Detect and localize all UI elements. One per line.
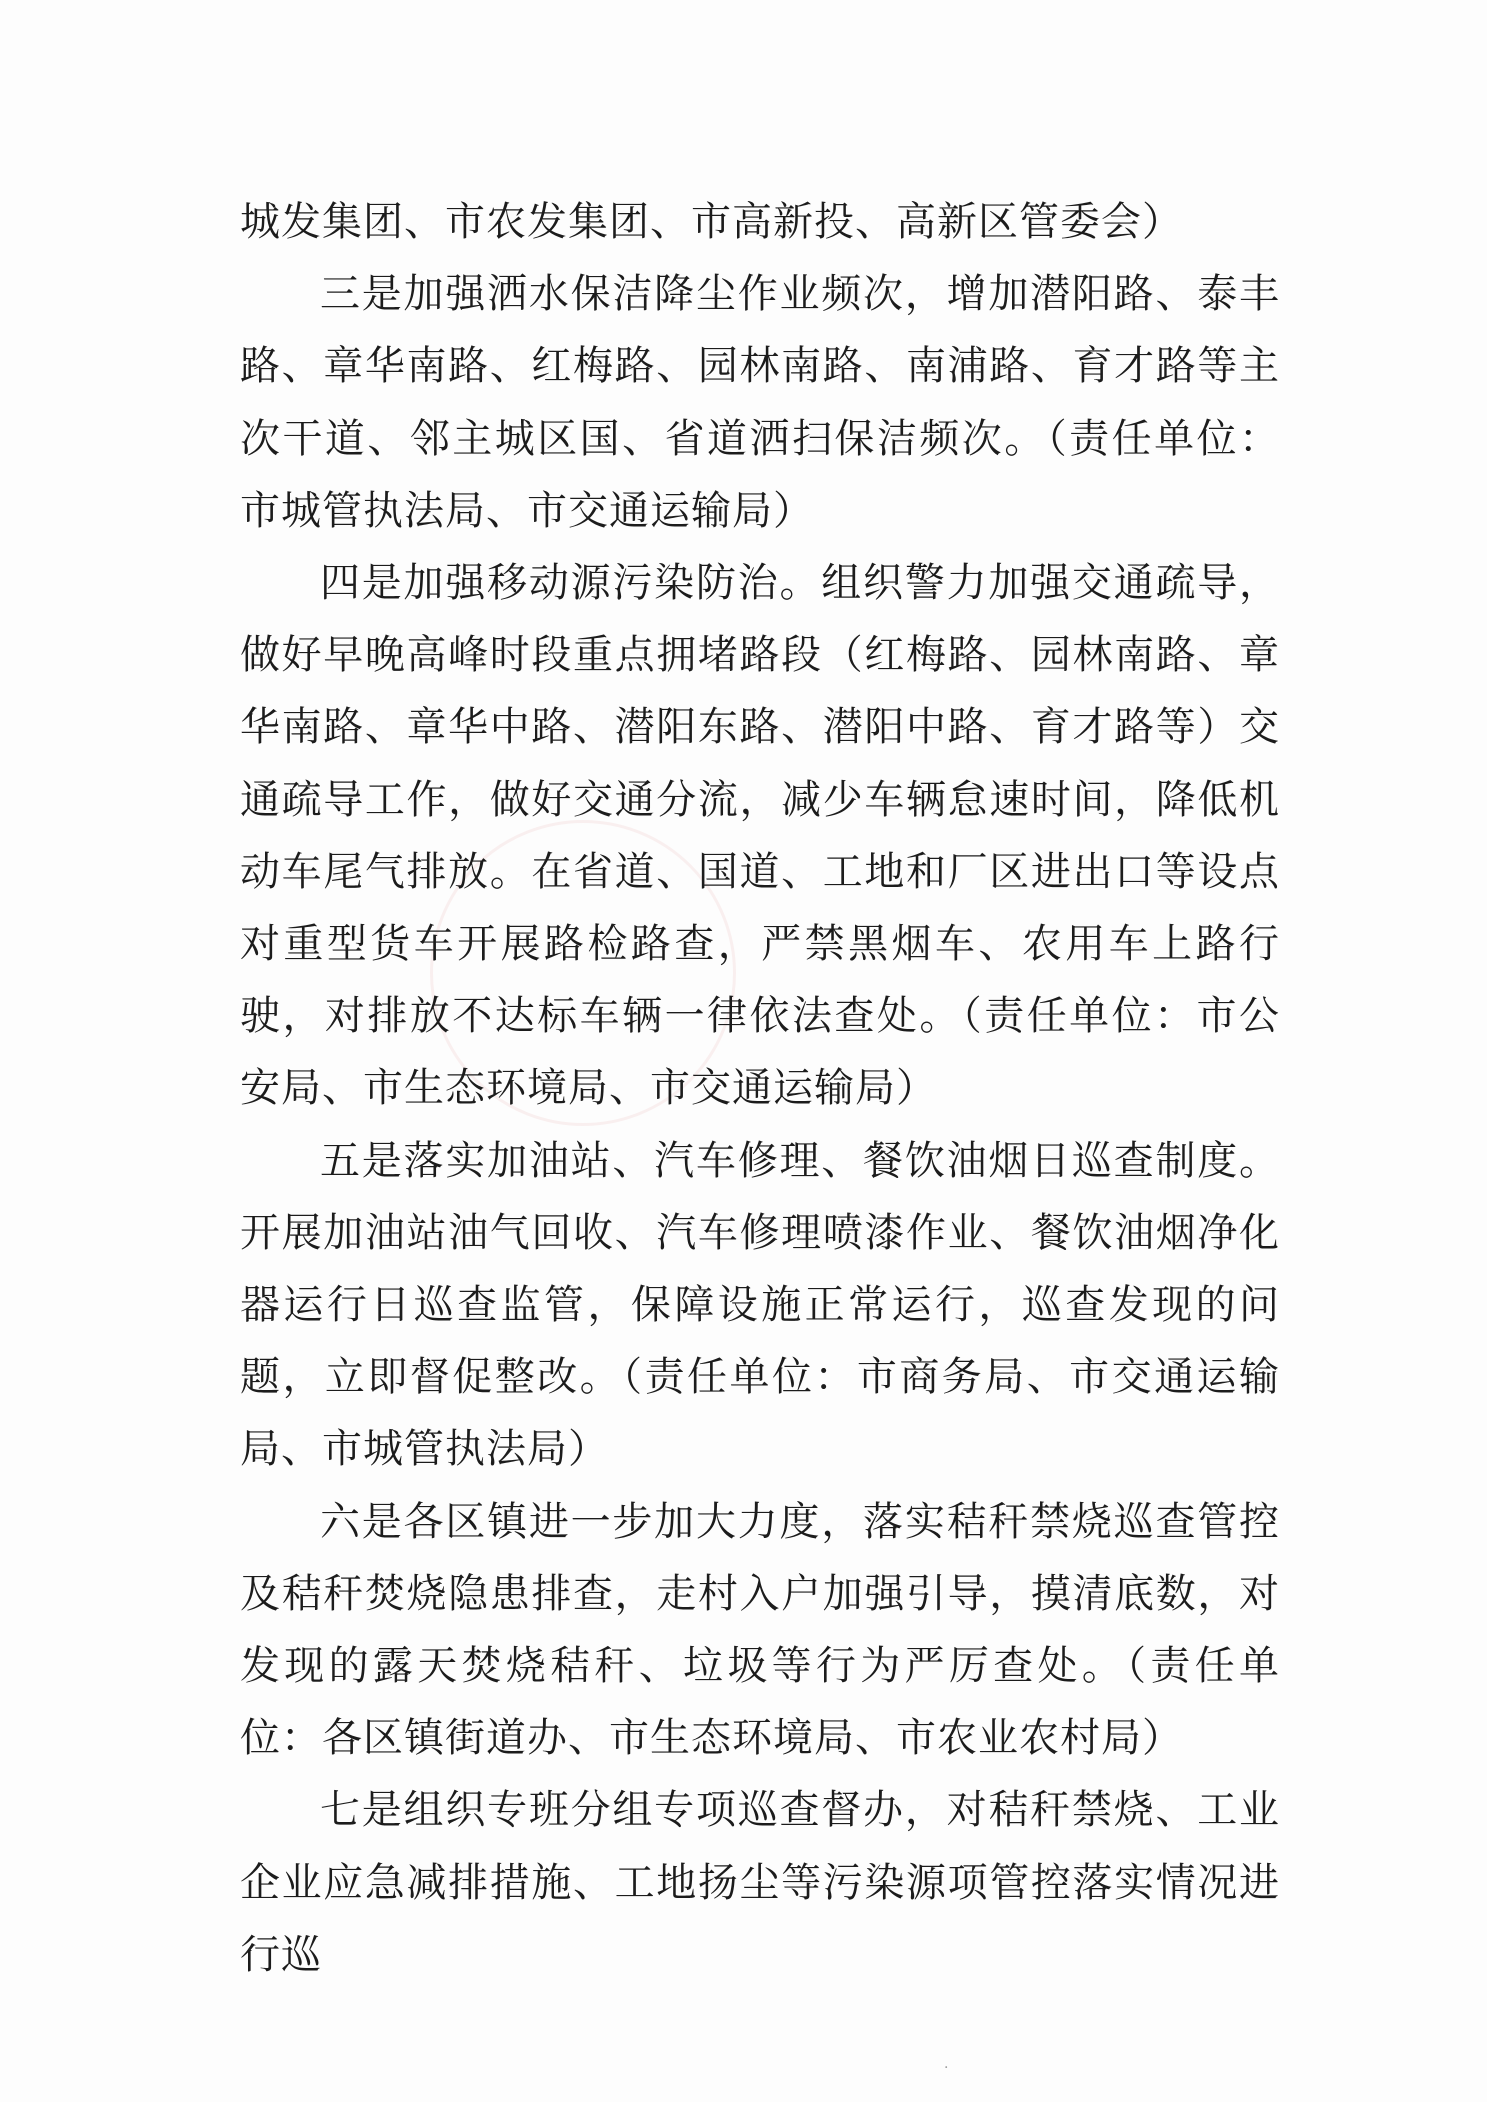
paragraph-item-6: 六是各区镇进一步加大力度，落实秸秆禁烧巡查管控及秸秆焚烧隐患排查，走村入户加强引导，摸清底数，对发现的露天焚烧秸秆、垃圾等行为严厉查处。（责任单位：各区镇街道办、市生态环境局、市农业农村局） [240, 1498, 1280, 1762]
paragraph-continuation: 城发集团、市农发集团、市高新投、高新区管委会） [240, 199, 1183, 245]
paragraph-item-7: 七是组织专班分组专项巡查督办，对秸秆禁烧、工业企业应急减排措施、工地扬尘等污染源项管控落实情况进行巡 [240, 1787, 1280, 1978]
footer-mark: · [944, 2060, 949, 2076]
paragraph-item-4: 四是加强移动源污染防治。组织警力加强交通疏导，做好早晚高峰时段重点拥堵路段（红梅路、园林南路、章华南路、章华中路、潜阳东路、潜阳中路、育才路等）交通疏导工作，做好交通分流，减少车辆怠速时间，降低机动车尾气排放。在省道、国道、工地和厂区进出口等设点对重型货车开展路检路查，严禁黑烟车、农用车上路行驶，对排放不达标车辆一律依法查处。（责任单位：市公安局、市生态环境局、市交通运输局） [240, 560, 1280, 1112]
document-body [240, 186, 1280, 1991]
paragraph-item-3: 三是加强洒水保洁降尘作业频次，增加潜阳路、泰丰路、章华南路、红梅路、园林南路、南浦路、育才路等主次干道、邻主城区国、省道洒扫保洁频次。（责任单位：市城管执法局、市交通运输局） [240, 271, 1280, 534]
paragraph-item-5: 五是落实加油站、汽车修理、餐饮油烟日巡查制度。开展加油站油气回收、汽车修理喷漆作业、餐饮油烟净化器运行日巡查监管，保障设施正常运行，巡查发现的问题，立即督促整改。（责任单位：市商务局、市交通运输局、市城管执法局） [240, 1137, 1280, 1473]
